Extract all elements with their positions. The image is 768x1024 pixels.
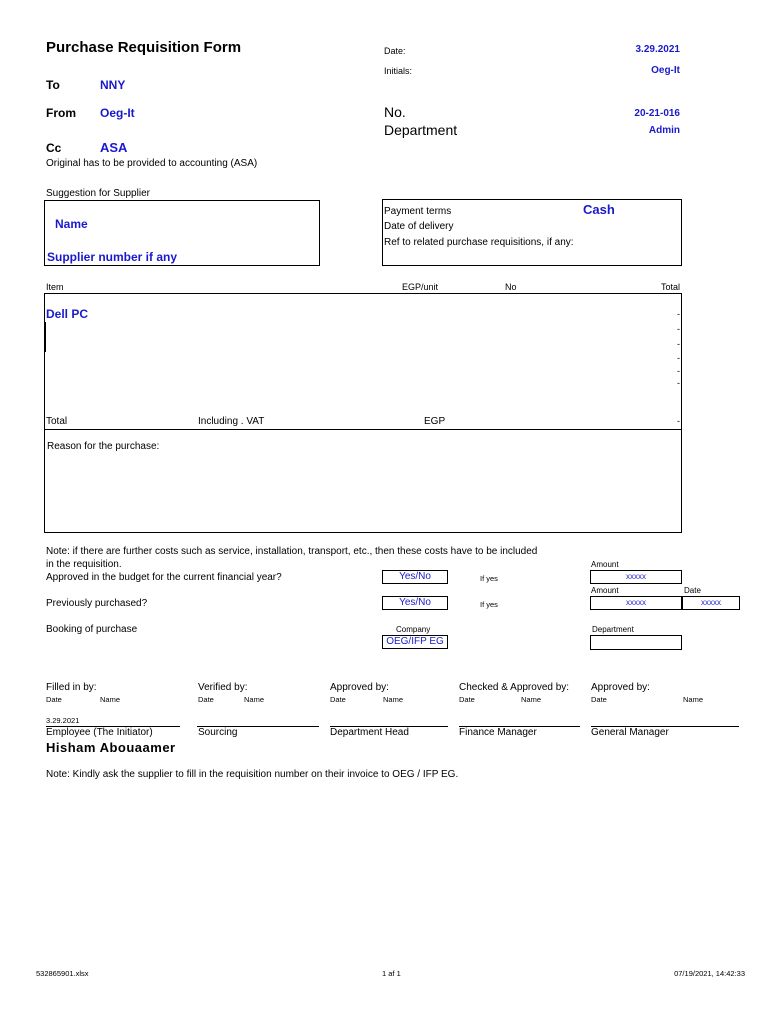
- if-yes-label-2: If yes: [480, 600, 498, 609]
- sig-role-1: Employee (The Initiator): [46, 727, 153, 738]
- cc-value: ASA: [100, 140, 128, 155]
- row-total-2: -: [677, 324, 680, 334]
- prev-amount[interactable]: xxxxx: [590, 596, 682, 610]
- sig-role-3: Department Head: [330, 727, 409, 738]
- sig-name-5: Name: [683, 695, 704, 704]
- payment-terms-value: Cash: [583, 202, 615, 217]
- row-total-5: -: [677, 366, 680, 376]
- supplier-section-label: Suggestion for Supplier: [46, 188, 150, 199]
- row-total-4: -: [677, 353, 680, 363]
- sig-role-4: Finance Manager: [459, 727, 537, 738]
- col-no: No: [505, 282, 517, 292]
- items-divider: [44, 429, 682, 430]
- further-costs-note-1: Note: if there are further costs such as service, installation, transport, etc., then these costs have to be included: [46, 546, 538, 557]
- from-value: Oeg-It: [100, 106, 135, 120]
- sig-heading-4: Checked & Approved by:: [459, 682, 570, 693]
- including-vat-label: Including . VAT: [198, 416, 265, 427]
- from-label: From: [46, 106, 76, 120]
- sig-date-3: Date: [330, 695, 346, 704]
- to-value: NNY: [100, 78, 126, 92]
- ref-requisitions-label: Ref to related purchase requisitions, if any:: [384, 237, 574, 248]
- sig-date-1: Date: [46, 695, 62, 704]
- sig-name-3: Name: [383, 695, 404, 704]
- amount-label: Amount: [591, 560, 619, 569]
- col-total: Total: [660, 282, 680, 292]
- date-value: 3.29.2021: [635, 44, 680, 55]
- footer-page: 1 af 1: [382, 969, 401, 978]
- invoice-note: Note: Kindly ask the supplier to fill in the requisition number on their invoice to OEG / IFP EG.: [46, 769, 459, 780]
- no-value: 20-21-016: [634, 108, 680, 119]
- row-total-6: -: [677, 378, 680, 388]
- date-label: Date:: [384, 46, 406, 56]
- budget-question: Approved in the budget for the current financial year?: [46, 572, 282, 583]
- date-label-prev: Date: [684, 586, 701, 595]
- original-note: Original has to be provided to accounting (ASA): [46, 158, 258, 169]
- footer-filename: 532865901.xlsx: [36, 969, 89, 978]
- sig-role-5: General Manager: [591, 727, 669, 738]
- prev-question: Previously purchased?: [46, 598, 148, 609]
- budget-yes-no[interactable]: Yes/No: [382, 570, 448, 584]
- booking-department-field[interactable]: [590, 635, 682, 650]
- page-title: Purchase Requisition Form: [46, 39, 242, 56]
- sig-name-2: Name: [244, 695, 265, 704]
- cursor-mark: [45, 322, 46, 352]
- total-label: Total: [46, 416, 68, 427]
- supplier-number-label: Supplier number if any: [47, 250, 178, 264]
- col-item: Item: [46, 282, 64, 292]
- department-value: Admin: [648, 125, 680, 136]
- further-costs-note-2: in the requisition.: [46, 559, 122, 570]
- reason-label: Reason for the purchase:: [47, 441, 160, 452]
- budget-amount[interactable]: xxxxx: [590, 570, 682, 584]
- sig-heading-3: Approved by:: [330, 682, 389, 693]
- payment-terms-label: Payment terms: [384, 206, 452, 217]
- currency-label: EGP: [424, 416, 446, 427]
- row-total-3: -: [677, 339, 680, 349]
- prev-date[interactable]: xxxxx: [682, 596, 740, 610]
- sig-name-1: Name: [100, 695, 121, 704]
- amount-label-2: Amount: [591, 586, 619, 595]
- prev-yes-no[interactable]: Yes/No: [382, 596, 448, 610]
- row-total-1: -: [677, 309, 680, 319]
- booking-department-label: Department: [592, 625, 634, 634]
- department-label: Department: [384, 122, 458, 138]
- booking-label: Booking of purchase: [46, 624, 138, 635]
- initials-value: Oeg-It: [651, 65, 680, 76]
- delivery-date-label: Date of delivery: [384, 221, 454, 232]
- sig-name-4: Name: [521, 695, 542, 704]
- col-egp-unit: EGP/unit: [402, 282, 439, 292]
- item-dell-pc[interactable]: Dell PC: [46, 307, 89, 321]
- footer-timestamp: 07/19/2021, 14:42:33: [674, 969, 745, 978]
- cc-label: Cc: [46, 141, 62, 155]
- if-yes-label: If yes: [480, 574, 498, 583]
- grand-total: -: [677, 416, 680, 426]
- supplier-name-label: Name: [55, 217, 88, 231]
- sig-date-5: Date: [591, 695, 607, 704]
- no-label: No.: [384, 104, 406, 120]
- initials-label: Initials:: [384, 66, 413, 76]
- sig-date-2: Date: [198, 695, 214, 704]
- filled-date: 3.29.2021: [46, 716, 80, 725]
- company-label: Company: [396, 625, 431, 634]
- employee-name: Hisham Abouaamer: [46, 740, 176, 755]
- sig-heading-5: Approved by:: [591, 682, 650, 693]
- sig-heading-2: Verified by:: [198, 682, 248, 693]
- sig-date-4: Date: [459, 695, 475, 704]
- company-value[interactable]: OEG/IFP EG: [382, 635, 448, 649]
- sig-role-2: Sourcing: [198, 727, 238, 738]
- sig-heading-1: Filled in by:: [46, 682, 97, 693]
- items-reason-box: [44, 293, 682, 533]
- to-label: To: [46, 78, 60, 92]
